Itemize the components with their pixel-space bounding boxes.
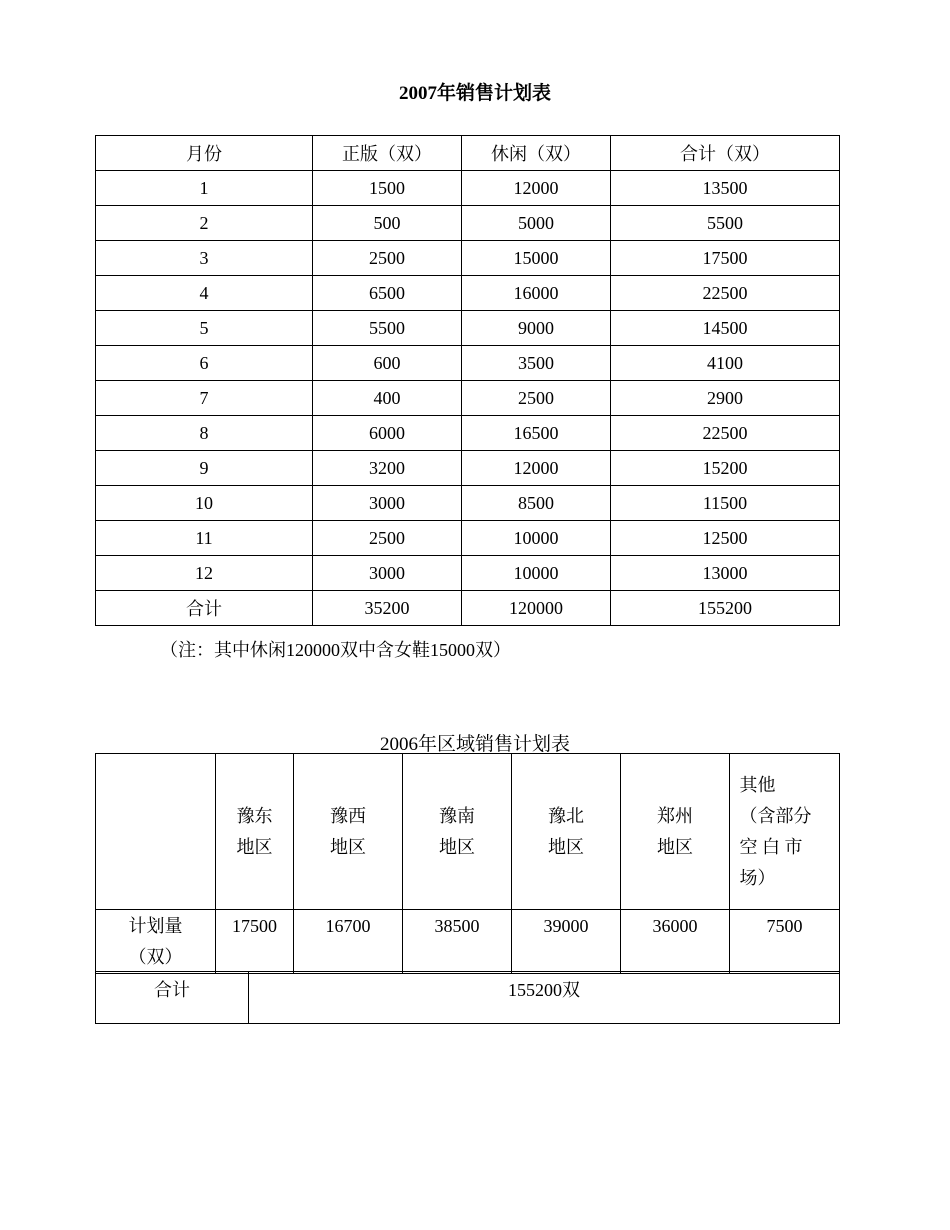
- table-cell: 5500: [313, 311, 462, 346]
- table-row: [96, 381, 840, 416]
- table-cell: 15200: [611, 451, 840, 486]
- plan-quantity-row: [96, 910, 840, 974]
- table-row: [96, 346, 840, 381]
- region-header-cell: 豫北 地区: [512, 754, 621, 910]
- table-cell: 8500: [462, 486, 611, 521]
- column-header: 休闲（双）: [462, 136, 611, 171]
- regional-total-label: 合计: [96, 972, 249, 1024]
- table-cell: 1500: [313, 171, 462, 206]
- table-cell: 13500: [611, 171, 840, 206]
- table-cell: 5000: [462, 206, 611, 241]
- table-row: [96, 416, 840, 451]
- table-cell: 17500: [611, 241, 840, 276]
- sales-plan-2007-title: 2007年销售计划表: [398, 83, 551, 104]
- plan-value-cell: 17500: [216, 910, 294, 974]
- table-cell: 9000: [462, 311, 611, 346]
- table-header-row: [96, 136, 840, 171]
- table-row: [96, 206, 840, 241]
- table-cell: 12000: [462, 171, 611, 206]
- table-cell: 2500: [462, 381, 611, 416]
- table-cell: 7: [96, 381, 313, 416]
- table-cell: 22500: [611, 416, 840, 451]
- table-cell: 400: [313, 381, 462, 416]
- total-cell: 35200: [313, 591, 462, 626]
- table-cell: 3000: [313, 556, 462, 591]
- table-cell: 8: [96, 416, 313, 451]
- table-cell: 3: [96, 241, 313, 276]
- region-header-cell: 豫东 地区: [216, 754, 294, 910]
- table-cell: 11500: [611, 486, 840, 521]
- table-cell: 14500: [611, 311, 840, 346]
- table-cell: 2900: [611, 381, 840, 416]
- table-cell: 5: [96, 311, 313, 346]
- table-cell: 5500: [611, 206, 840, 241]
- region-header-cell: 豫南 地区: [403, 754, 512, 910]
- table-cell: 3500: [462, 346, 611, 381]
- table-row: [96, 276, 840, 311]
- table-row: [96, 451, 840, 486]
- table-cell: 10000: [462, 521, 611, 556]
- column-header: 合计（双）: [611, 136, 840, 171]
- plan-value-cell: 39000: [512, 910, 621, 974]
- table-cell: 16000: [462, 276, 611, 311]
- region-header-cell: 豫西 地区: [294, 754, 403, 910]
- plan-value-cell: 16700: [294, 910, 403, 974]
- table-cell: 2500: [313, 241, 462, 276]
- total-cell: 合计: [96, 591, 313, 626]
- table-cell: 600: [313, 346, 462, 381]
- plan-value-cell: 36000: [621, 910, 730, 974]
- total-cell: 120000: [462, 591, 611, 626]
- table-cell: 10: [96, 486, 313, 521]
- table-cell: 16500: [462, 416, 611, 451]
- plan-value-cell: 7500: [730, 910, 840, 974]
- region-header-row: [96, 754, 840, 910]
- table-cell: 1: [96, 171, 313, 206]
- table-row: [96, 556, 840, 591]
- column-header: 月份: [96, 136, 313, 171]
- table-cell: 2: [96, 206, 313, 241]
- table-row: [96, 521, 840, 556]
- region-header-cell: 郑州 地区: [621, 754, 730, 910]
- table-total-row: [96, 591, 840, 626]
- table-row: [96, 311, 840, 346]
- regional-total-table: [95, 971, 840, 1024]
- sales-plan-note: （注：其中休闲120000双中含女鞋15000双）: [160, 640, 511, 660]
- table-row: [96, 486, 840, 521]
- table-cell: 6000: [313, 416, 462, 451]
- table-cell: 4100: [611, 346, 840, 381]
- column-header: 正版（双）: [313, 136, 462, 171]
- total-cell: 155200: [611, 591, 840, 626]
- table-cell: 11: [96, 521, 313, 556]
- table-cell: 10000: [462, 556, 611, 591]
- table-cell: 6: [96, 346, 313, 381]
- sales-plan-2007-table: [95, 135, 840, 626]
- table-cell: 13000: [611, 556, 840, 591]
- table-cell: 12: [96, 556, 313, 591]
- table-cell: 6500: [313, 276, 462, 311]
- empty-corner-cell: [96, 754, 216, 910]
- regional-total-row: [96, 972, 840, 1024]
- regional-plan-2006-title: 2006年区域销售计划表: [379, 734, 570, 755]
- table-cell: 3200: [313, 451, 462, 486]
- table-cell: 15000: [462, 241, 611, 276]
- table-cell: 500: [313, 206, 462, 241]
- table-cell: 22500: [611, 276, 840, 311]
- table-row: [96, 241, 840, 276]
- regional-plan-2006-table: [95, 753, 840, 974]
- regional-total-value: 155200双: [249, 972, 840, 1024]
- table-cell: 3000: [313, 486, 462, 521]
- other-region-header-cell: 其他 （含部分 空 白 市 场）: [730, 754, 840, 910]
- table-cell: 12500: [611, 521, 840, 556]
- table-cell: 2500: [313, 521, 462, 556]
- table-cell: 9: [96, 451, 313, 486]
- table-cell: 4: [96, 276, 313, 311]
- table-row: [96, 171, 840, 206]
- plan-quantity-label: 计划量 （双）: [96, 910, 216, 974]
- table-cell: 12000: [462, 451, 611, 486]
- plan-value-cell: 38500: [403, 910, 512, 974]
